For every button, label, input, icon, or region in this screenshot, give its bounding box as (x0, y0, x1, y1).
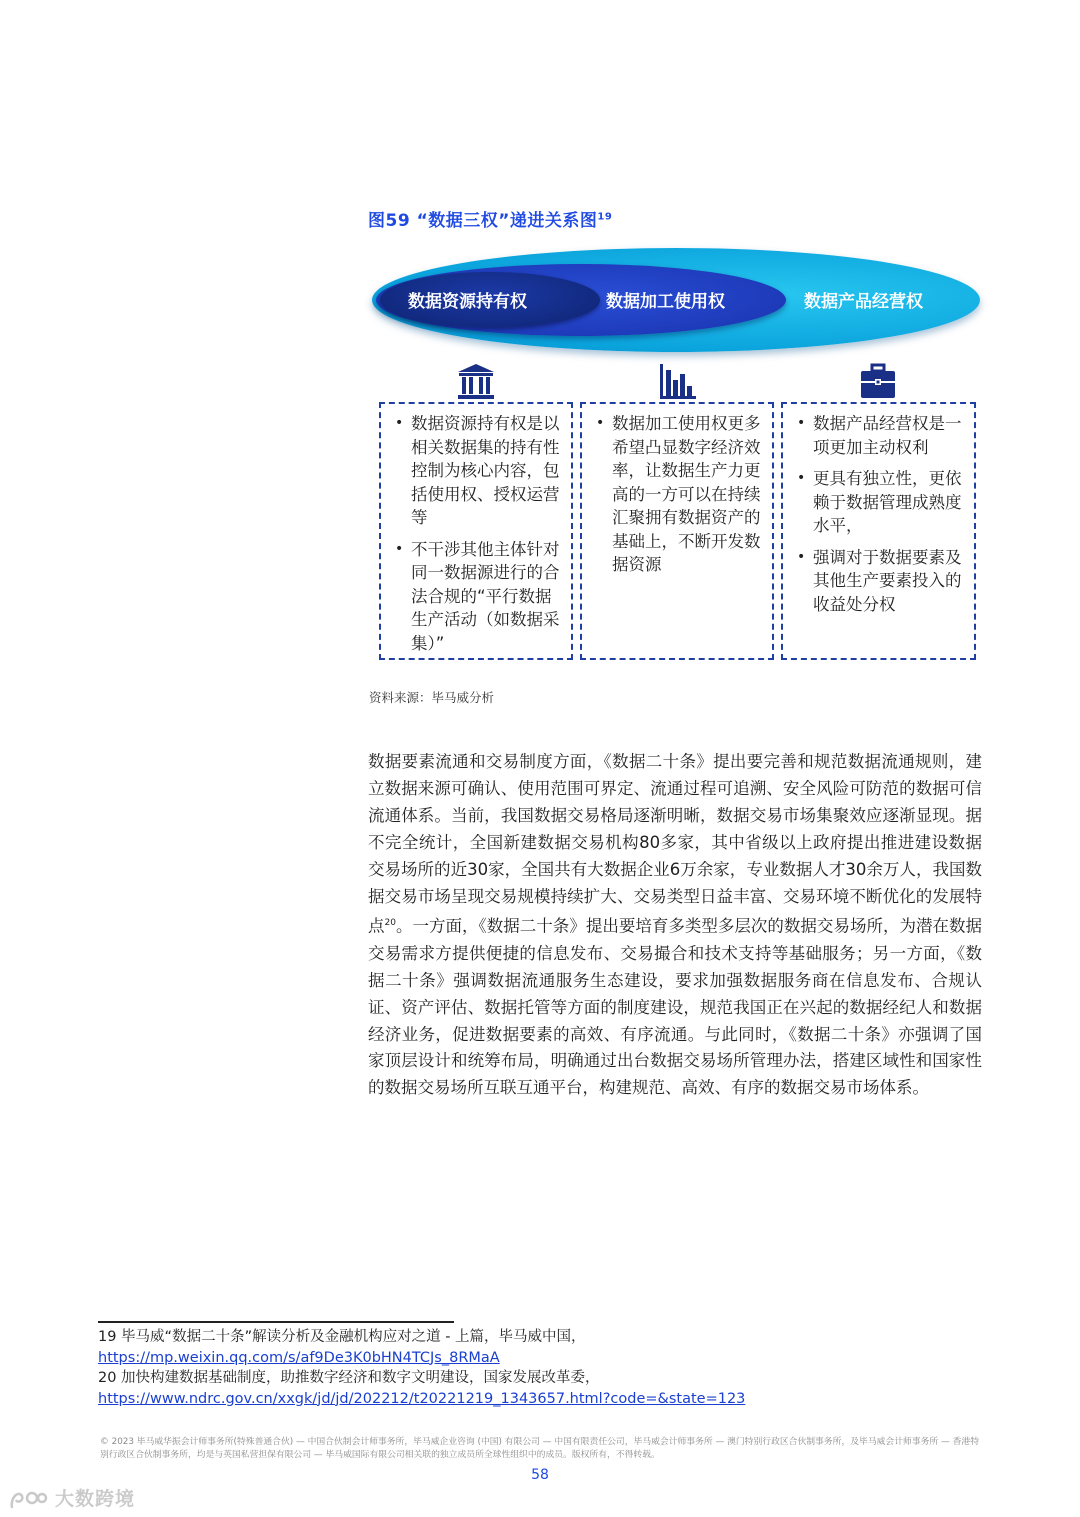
list-item: • 数据加工使用权更多希望凸显数字经济效率，让数据生产力更高的一方可以在持续汇聚拥有数据资产的基础上，不断开发数据资源 (592, 412, 762, 577)
watermark-brand: 大数跨境 (55, 1488, 136, 1510)
footnote-19-text: 19 毕马威“数据二十条”解读分析及金融机构应对之道 - 上篇，毕马威中国， (98, 1329, 586, 1345)
ellipse-label-operation: 数据产品经营权 (804, 292, 923, 312)
ellipse-label-processing: 数据加工使用权 (606, 292, 725, 312)
list-item: • 强调对于数据要素及其他生产要素投入的收益处分权 (793, 546, 964, 617)
footnote-20-text: 20 加快构建数据基础制度，助推数字经济和数字文明建设，国家发展改革委， (98, 1370, 600, 1386)
processing-right-box (580, 402, 774, 660)
figure-title: 图59 “数据三权”递进关系图$^{19}$ (368, 211, 613, 231)
footnote-20-link[interactable]: https://www.ndrc.gov.cn/xxgk/jd/jd/202212/t20221219_1343657.html?code=&state=123 (98, 1390, 746, 1407)
list-item: • 数据产品经营权是一项更加主动权利 (793, 412, 964, 459)
list-item: • 更具有独立性，更依赖于数据管理成熟度水平， (793, 467, 964, 538)
watermark (8, 1484, 135, 1512)
footnotes (98, 1327, 745, 1409)
bank-icon (456, 362, 496, 402)
figure-source: 资料来源：毕马威分析 (369, 690, 495, 705)
operation-right-box (781, 402, 976, 660)
body-paragraph: 数据要素流通和交易制度方面，《数据二十条》提出要完善和规范数据流通规则，建立数据来源可确认、使用范围可界定、流通过程可追溯、安全风险可防范的数据可信流通体系。当前，我国数据交易格局逐渐明晰，数据交易市场集聚效应逐渐显现。据不完全统计，全国新建数据交易机构80多家，其中省级以上政府提出推进建设数据交易场所的近30家，全国共有大数据企业6万余家，专业数据人才30余万人，我国数据交易市场呈现交易规模持续扩大、交易类型日益丰富、交易环境不断优化的发展特点$^{20}$。一方面，《数据二十条》提出要培育多类型多层次的数据交易场所，为潜在数据交易需求方提供便捷的信息发布、交易撮合和技术支持等基础服务；另一方面，《数据二十条》强调数据流通服务生态建设，要求加强数据服务商在信息发布、合规认证、资产评估、数据托管等方面的制度建设，规范我国正在兴起的数据经纪人和数据经济业务，促进数据要素的高效、有序流通。与此同时，《数据二十条》亦强调了国家顶层设计和统筹布局，明确通过出台数据交易场所管理办法，搭建区域性和国家性的数据交易场所互联互通平台，构建规范、高效、有序的数据交易市场体系。 (368, 752, 983, 1098)
footnote-19-link[interactable]: https://mp.weixin.qq.com/s/af9De3K0bHN4TCJs_8RMaA (98, 1349, 500, 1366)
rights-ellipse-diagram (372, 248, 982, 354)
legal-notice: © 2023 毕马威华振会计师事务所(特殊普通合伙) — 中国合伙制会计师事务所，毕马威企业咨询 (中国) 有限公司 — 中国有限责任公司，毕马威会计师事务所 — 澳门特别行政区合伙制事务所，及毕马威会计师事务所 — 香港特别行政区合伙制事务所，均是与英国私营担保有限公司 — 毕马威国际有限公司相关联的独立成员所全球性组织中的成员。版权所有，不得转载。 (100, 1437, 979, 1460)
briefcase-icon (858, 362, 898, 402)
holding-right-box (379, 402, 573, 660)
list-item: • 数据资源持有权是以相关数据集的持有性控制为核心内容，包括使用权、授权运营等 (391, 412, 561, 530)
page-number: 58 (531, 1467, 549, 1483)
ellipse-label-holding: 数据资源持有权 (408, 292, 527, 312)
list-item: • 不干涉其他主体针对同一数据源进行的合法合规的“平行数据生产活动（如数据采集）” (391, 538, 561, 656)
watermark-logo-icon (8, 1488, 48, 1512)
bar-chart-icon (658, 362, 698, 402)
footnote-ref[interactable]: 20 (384, 918, 396, 929)
footnote-divider (98, 1321, 454, 1323)
